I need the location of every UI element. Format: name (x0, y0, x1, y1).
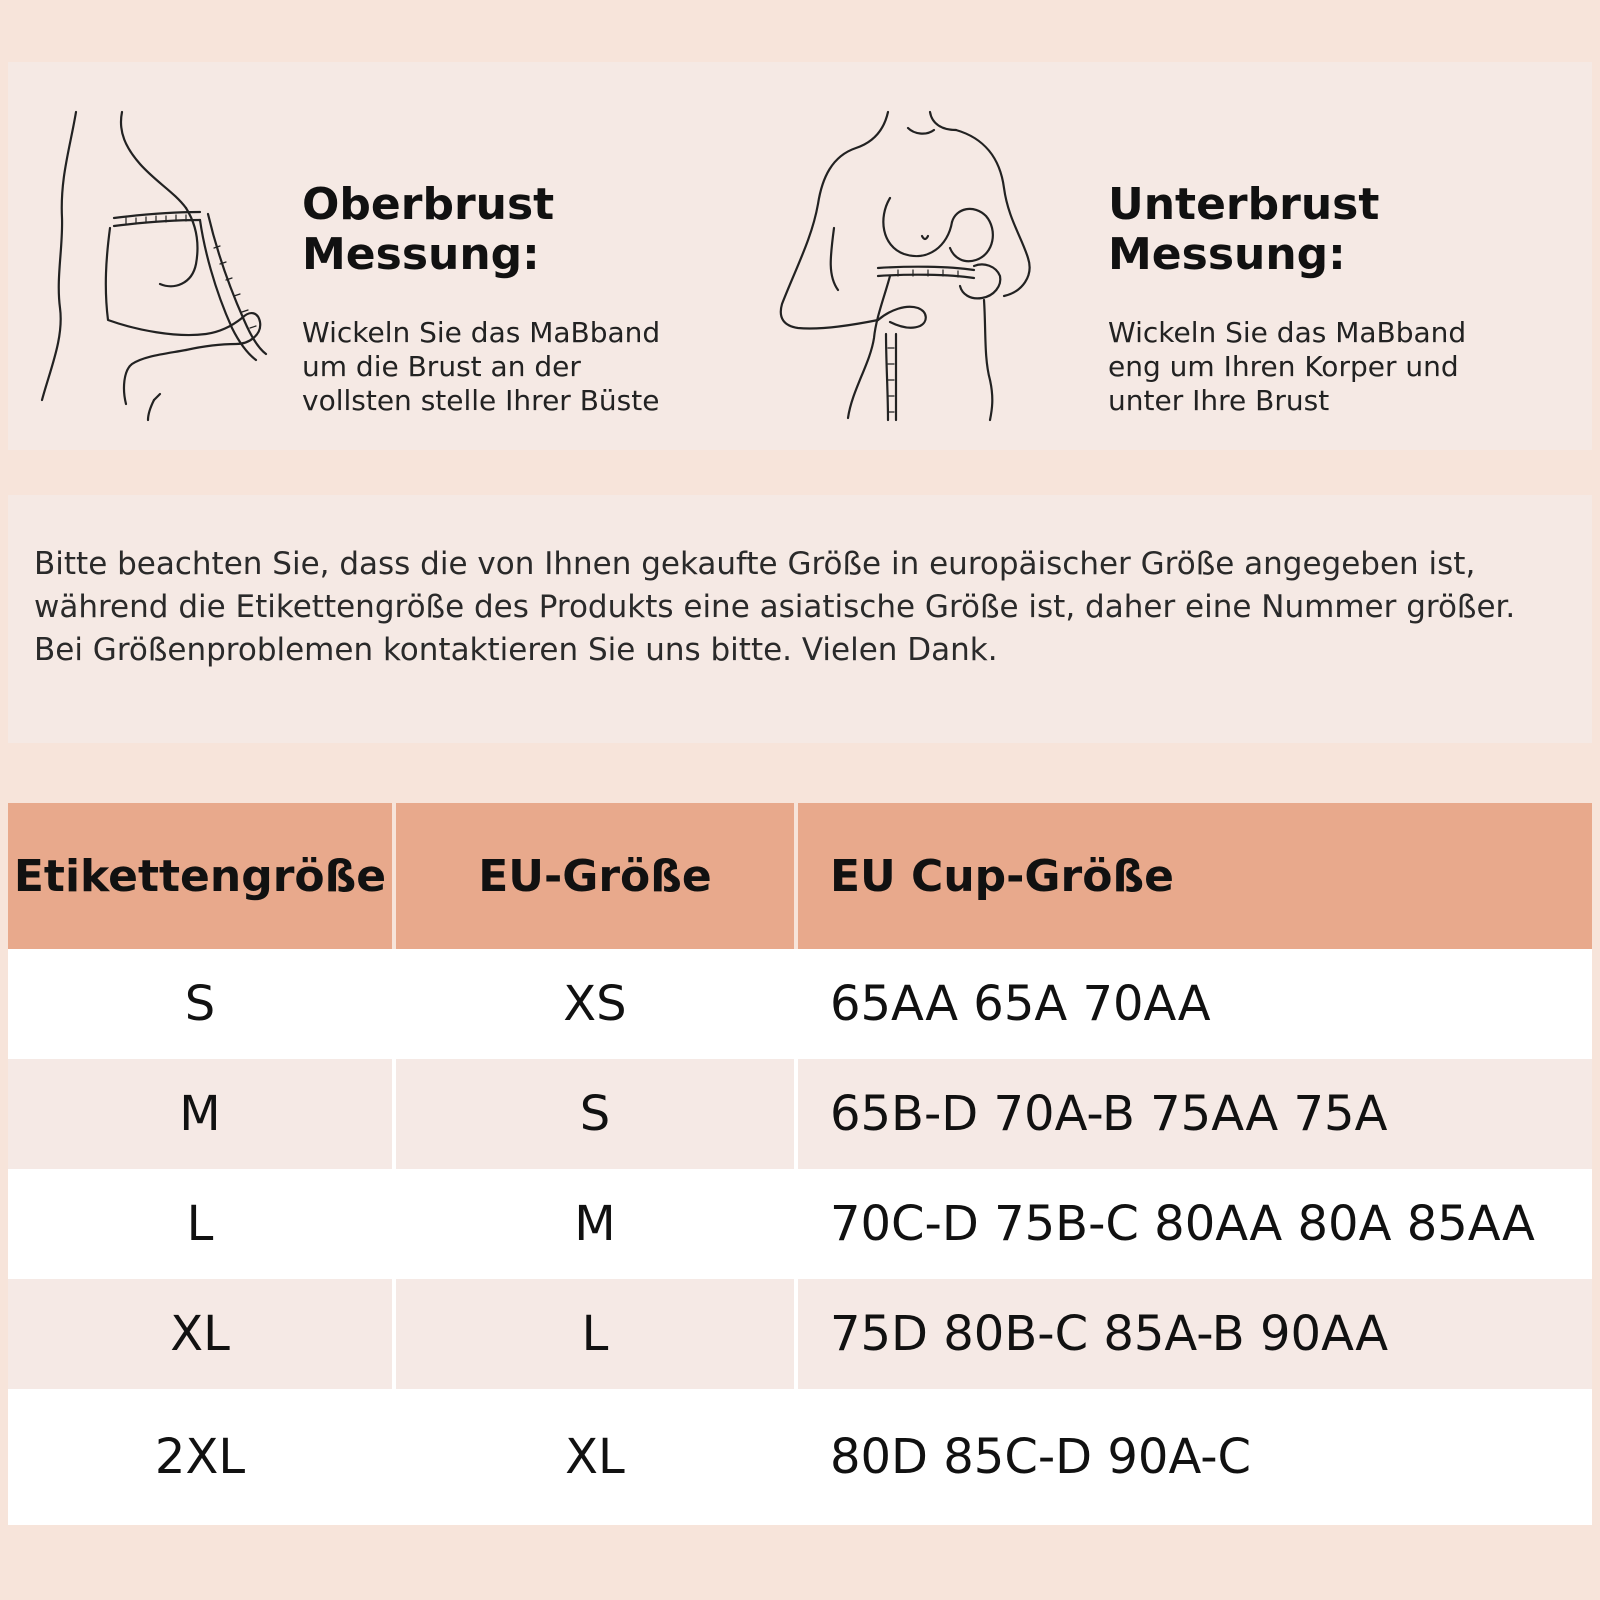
label-size-cell: S (8, 949, 392, 1059)
label-size-cell: M (8, 1059, 392, 1169)
label-size-cell: 2XL (8, 1389, 392, 1525)
under-bust-title-line2: Messung: (1108, 229, 1346, 280)
eu-size-cell: S (396, 1059, 794, 1169)
table-row (8, 1059, 1592, 1169)
eu-size-cell: XL (396, 1389, 794, 1525)
eu-cup-size-cell: 65AA 65A 70AA (798, 949, 1592, 1059)
eu-cup-size-cell: 75D 80B-C 85A-B 90AA (798, 1279, 1592, 1389)
over-bust-title (302, 180, 554, 280)
size-table (8, 803, 1592, 1525)
over-bust-title-line1: Oberbrust (302, 179, 555, 230)
size-note-panel (8, 495, 1592, 743)
eu-size-cell: XS (396, 949, 794, 1059)
label-size-cell: L (8, 1169, 392, 1279)
eu-size-cell: L (396, 1279, 794, 1389)
woman-over-bust-tape-measure-illustration (36, 108, 286, 428)
over-bust-description: Wickeln Sie das MaBband um die Brust an der vollsten stelle Ihrer Büste (302, 316, 661, 417)
table-row (8, 1279, 1592, 1389)
eu-size-cell: M (396, 1169, 794, 1279)
eu-cup-size-cell: 70C-D 75B-C 80AA 80A 85AA (798, 1169, 1592, 1279)
header-label-size: Etikettengröße (8, 803, 392, 949)
size-note-text: Bitte beachten Sie, dass die von Ihnen gekaufte Größe in europäischer Größe angegeben ist, während die Etikettengröße des Produkts eine asiatische Größe ist, daher eine Nummer größer. Bei Größenproblemen kontaktieren Sie uns bitte. Vielen Dank. (34, 546, 1516, 668)
header-eu-size: EU-Größe (396, 803, 794, 949)
table-row (8, 949, 1592, 1059)
under-bust-title-line1: Unterbrust (1108, 179, 1380, 230)
table-row (8, 1389, 1592, 1525)
over-bust-title-line2: Messung: (302, 229, 540, 280)
under-bust-title (1108, 180, 1379, 280)
header-eu-cup-size: EU Cup-Größe (798, 803, 1592, 949)
table-header-row (8, 803, 1592, 949)
eu-cup-size-cell: 80D 85C-D 90A-C (798, 1389, 1592, 1525)
under-bust-description: Wickeln Sie das MaBband eng um Ihren Korper und unter Ihre Brust (1108, 316, 1467, 417)
table-row (8, 1169, 1592, 1279)
eu-cup-size-cell: 65B-D 70A-B 75AA 75A (798, 1059, 1592, 1169)
measurement-panel (8, 62, 1592, 450)
woman-under-bust-tape-measure-illustration (778, 108, 1058, 428)
label-size-cell: XL (8, 1279, 392, 1389)
